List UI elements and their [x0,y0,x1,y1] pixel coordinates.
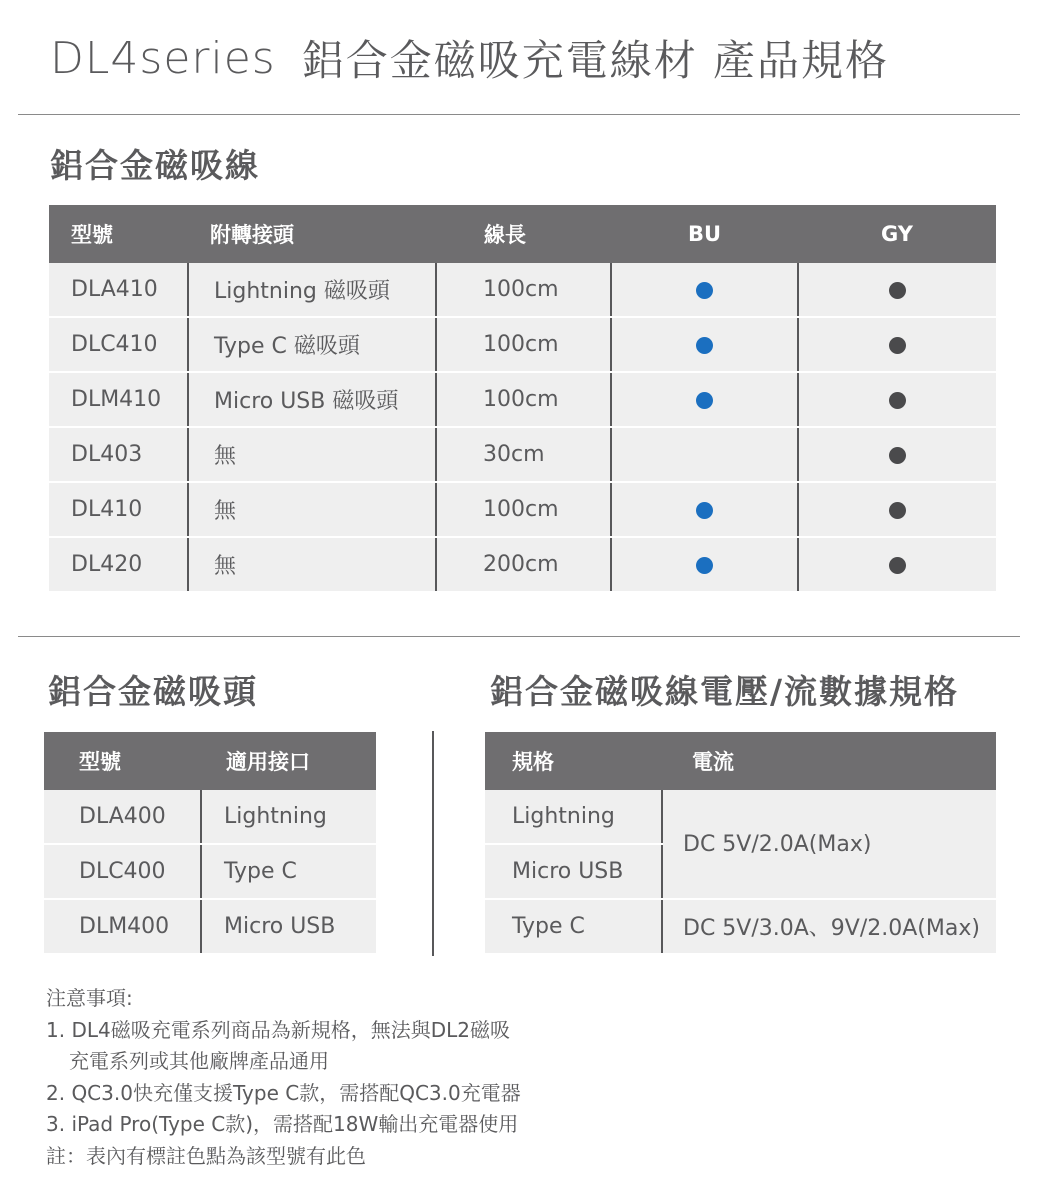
col-gy: GY [798,205,996,263]
page-title: 鋁合金磁吸充電線材 產品規格 [301,36,890,85]
gy-cell [798,372,996,427]
spec-table-header [485,732,996,790]
table-row [44,844,376,899]
table-row [49,537,996,592]
spec-table [485,732,996,955]
port-cell: Lightning [201,790,376,844]
note-item: 3. iPad Pro(Type C款)，需搭配18W輸出充電器使用 [46,1112,519,1136]
table-row [44,899,376,954]
gy-color-dot [889,447,906,464]
bu-color-dot [696,392,713,409]
model-cell: DL403 [49,427,188,482]
gy-color-dot [889,392,906,409]
model-cell: DLA400 [44,790,201,844]
note-item: 充電系列或其他廠牌產品通用 [69,1049,329,1073]
section-divider [432,731,434,956]
note-item: 1. DL4磁吸充電系列商品為新規格，無法與DL2磁吸 [46,1017,510,1042]
length-cell: 30cm [436,427,611,482]
gy-color-dot [889,557,906,574]
bu-cell [611,427,798,482]
head-table [44,732,376,955]
adapter-cell: Type C 磁吸頭 [188,317,436,372]
page-header [50,28,889,88]
adapter-cell: 無 [188,537,436,592]
col-bu: BU [611,205,798,263]
adapter-cell: 無 [188,427,436,482]
col-current: 電流 [662,732,996,790]
adapter-cell: Micro USB 磁吸頭 [188,372,436,427]
bu-color-dot [696,502,713,519]
port-cell: Type C [201,844,376,899]
length-cell: 100cm [436,372,611,427]
table-row [485,790,996,844]
notes-section [46,983,521,1172]
gy-cell [798,317,996,372]
current-cell: DC 5V/3.0A、9V/2.0A(Max) [662,899,996,954]
gy-color-dot [889,337,906,354]
divider [18,114,1020,115]
bu-cell [611,372,798,427]
col-model: 型號 [49,205,188,263]
col-adapter: 附轉接頭 [188,205,436,263]
table-row [49,372,996,427]
bu-cell [611,263,798,317]
length-cell: 200cm [436,537,611,592]
model-cell: DLC410 [49,317,188,372]
spec-section-title: 鋁合金磁吸線電壓/流數據規格 [490,672,960,711]
col-port: 適用接口 [201,732,376,790]
table-row [49,317,996,372]
table-row [49,427,996,482]
port-cell: Micro USB [201,899,376,954]
length-cell: 100cm [436,317,611,372]
head-table-header [44,732,376,790]
model-cell: DL410 [49,482,188,537]
head-section-title: 鋁合金磁吸頭 [48,672,258,711]
cable-table [49,205,996,593]
gy-cell [798,427,996,482]
col-spec: 規格 [485,732,662,790]
gy-color-dot [889,502,906,519]
note-item: 2. QC3.0快充僅支援Type C款，需搭配QC3.0充電器 [46,1080,521,1105]
model-cell: DLC400 [44,844,201,899]
adapter-cell: 無 [188,482,436,537]
gy-cell [798,537,996,592]
model-cell: DL420 [49,537,188,592]
bu-color-dot [696,282,713,299]
bu-color-dot [696,337,713,354]
table-row [49,482,996,537]
divider [18,636,1020,637]
col-model: 型號 [44,732,201,790]
spec-cell: Micro USB [485,844,662,899]
current-cell: DC 5V/2.0A(Max) [662,790,996,899]
length-cell: 100cm [436,482,611,537]
note-footnote: 註：表內有標註色點為該型號有此色 [46,1143,366,1168]
bu-cell [611,537,798,592]
brand-logo: DL4series [50,32,276,84]
bu-cell [611,482,798,537]
gy-cell [798,263,996,317]
model-cell: DLM400 [44,899,201,954]
table-row [49,263,996,317]
cable-table-header [49,205,996,263]
gy-color-dot [889,282,906,299]
spec-cell: Type C [485,899,662,954]
bu-cell [611,317,798,372]
model-cell: DLM410 [49,372,188,427]
cable-section-title: 鋁合金磁吸線 [50,146,260,185]
adapter-cell: Lightning 磁吸頭 [188,263,436,317]
table-row [485,899,996,954]
spec-cell: Lightning [485,790,662,844]
length-cell: 100cm [436,263,611,317]
model-cell: DLA410 [49,263,188,317]
gy-cell [798,482,996,537]
notes-title: 注意事項: [46,986,133,1010]
bu-color-dot [696,557,713,574]
col-length: 線長 [436,205,611,263]
table-row [44,790,376,844]
